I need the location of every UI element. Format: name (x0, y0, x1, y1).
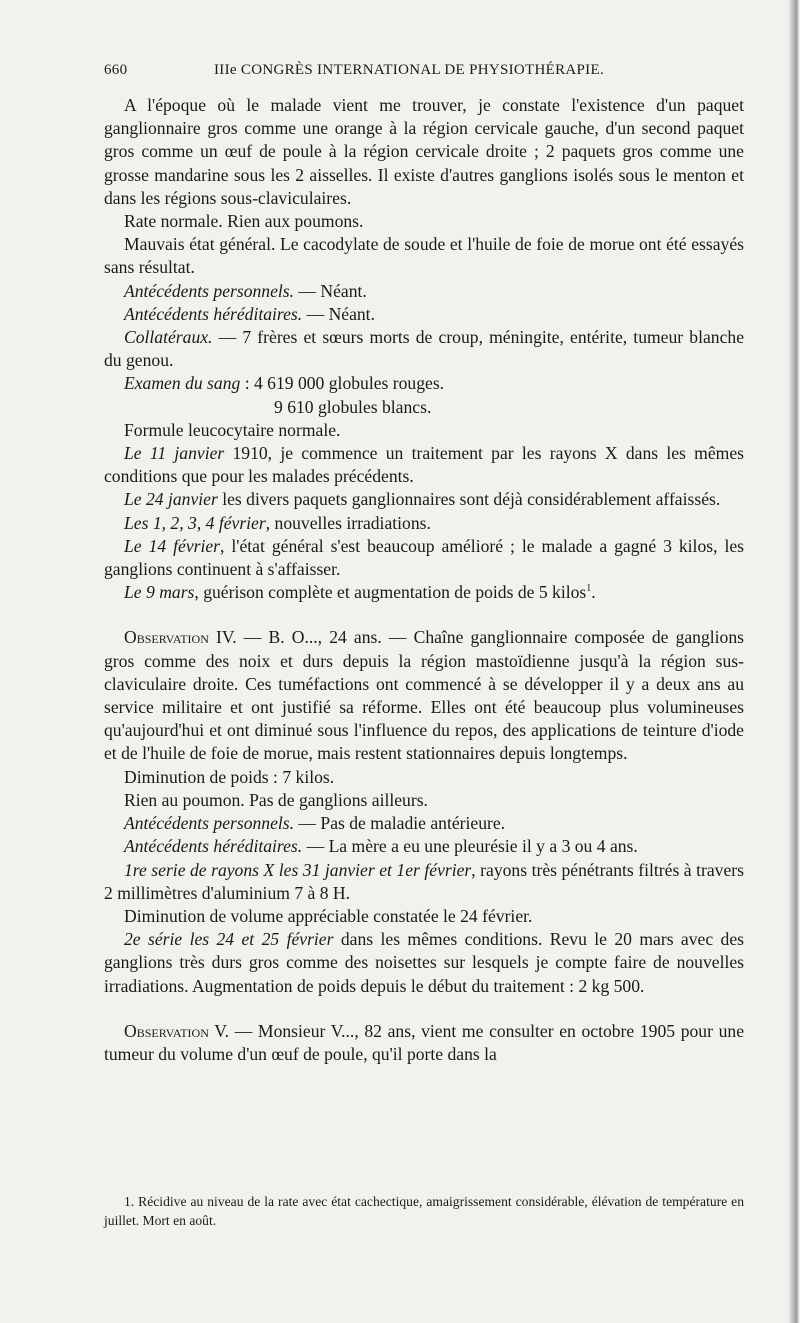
paragraph (104, 512, 744, 535)
label: Examen du sang (124, 373, 241, 394)
paragraph (104, 835, 744, 858)
text: — Néant. (302, 303, 375, 324)
paragraph: A l'époque où le malade vient me trouver, je constate l'existence d'un paquet ganglionnaire gros comme une orange à la région cervicale gauche, d'un second paquet gros comme un œuf de poule à la région cervicale droite ; 2 paquets gros comme une grosse mandarine sous les 2 aisselles. Il existe d'autres ganglions isolés sous le menton et dans les régions sous-claviculaires. (104, 95, 744, 208)
date: Le 11 janvier (124, 443, 225, 464)
paragraph: Diminution de volume appréciable constatée le 24 février. (124, 905, 533, 926)
text: — B. O..., 24 ans. — Chaîne ganglionnaire composée de ganglions gros comme des noix et durs depuis la région mastoïdienne jusqu'à la région sus-claviculaire droite. Ces tuméfactions ont commencé à se développer il y a deux ans au service militaire et ont justifié sa réforme. Elles ont été beaucoup plus volumineuses qu'aujourd'hui et ont diminué sous l'influence du repos, des applications de teinture d'iode et de l'huile de foie de morue, mais restent stationnaires depuis longtemps. (104, 627, 744, 764)
text: — 7 frères et sœurs morts de croup, méningite, entérite, tumeur blanche du genou. (104, 327, 744, 371)
label: 2e série les 24 et 25 février (124, 929, 334, 950)
date: Les 1, 2, 3, 4 février (124, 512, 266, 533)
label: Antécédents personnels. (124, 280, 295, 301)
paragraph (104, 928, 744, 998)
footnote (104, 1192, 744, 1230)
paragraph (104, 488, 744, 511)
text: dans les mêmes conditions. Revu le 20 mars avec des ganglions très durs gros comme des noisettes sur lesquels je compte faire de nouvelles irradiations. Augmentation de poids depuis le début du traitement : 2 kg 500. (104, 929, 744, 996)
paragraph (104, 372, 744, 395)
paragraph (104, 1020, 744, 1066)
date: Le 14 février (124, 535, 221, 556)
paragraph (104, 326, 744, 372)
paragraph: Rate normale. Rien aux poumons. (124, 211, 364, 232)
text: , guérison complète et augmentation de poids de 5 kilos (194, 582, 587, 603)
page-edge-shadow (788, 0, 800, 1323)
running-title: IIIe CONGRÈS INTERNATIONAL DE PHYSIOTHÉRAPIE. (214, 62, 604, 78)
paragraph (104, 812, 744, 835)
observation-heading: Observation IV. (124, 627, 237, 648)
text: — Néant. (294, 280, 367, 301)
text: — Pas de maladie antérieure. (294, 813, 506, 834)
paragraph (104, 303, 744, 326)
footnote-text: 1. Récidive au niveau de la rate avec état cachectique, amaigrissement considérable, élévation de température en juillet. Mort en août. (104, 1194, 744, 1228)
label: Antécédents héréditaires. (124, 303, 303, 324)
paragraph: Mauvais état général. Le cacodylate de soude et l'huile de foie de morue ont été essayés sans résultat. (104, 234, 744, 278)
paragraph: Formule leucocytaire normale. (124, 419, 341, 440)
paragraph: 9 610 globules blancs. (274, 396, 432, 417)
paragraph (104, 535, 744, 581)
paragraph (104, 859, 744, 905)
paragraph (104, 626, 744, 765)
label: 1re serie de rayons X les 31 janvier et 1er février (124, 859, 472, 880)
text: — La mère a eu une pleurésie il y a 3 ou 4 ans. (302, 836, 638, 857)
text: : 4 619 000 globules rouges. (240, 373, 445, 394)
paragraph (104, 442, 744, 488)
label: Antécédents héréditaires. (124, 836, 303, 857)
paragraph: Diminution de poids : 7 kilos. (124, 766, 335, 787)
body-text (104, 94, 744, 1066)
date: Le 9 mars (124, 582, 195, 603)
text: , rayons très pénétrants filtrés à travers 2 millimètres d'aluminium 7 à 8 H. (104, 859, 744, 903)
text: les divers paquets ganglionnaires sont déjà considérablement affaissés. (217, 489, 721, 510)
paragraph: Rien au poumon. Pas de ganglions ailleurs. (124, 789, 428, 810)
page-number: 660 (104, 62, 128, 78)
observation-heading: Observation V. (124, 1020, 230, 1041)
text: 1910, je commence un traitement par les rayons X dans les mêmes conditions que pour les malades précédents. (104, 443, 744, 487)
text: — Monsieur V..., 82 ans, vient me consulter en octobre 1905 pour une tumeur du volume d'un œuf de poule, qu'il porte dans la (104, 1020, 744, 1064)
text: , nouvelles irradiations. (265, 512, 431, 533)
paragraph: Le 9 mars, guérison complète et augmentation de poids de 5 kilos$^1$. (124, 582, 596, 603)
label: Collatéraux. (124, 327, 213, 348)
footnote-ref: 1 (586, 583, 592, 595)
date: Le 24 janvier (124, 489, 218, 510)
paragraph (104, 280, 744, 303)
label: Antécédents personnels. (124, 813, 295, 834)
text: , l'état général s'est beaucoup amélioré ; le malade a gagné 3 kilos, les ganglions continuent à s'affaisser. (104, 535, 745, 580)
